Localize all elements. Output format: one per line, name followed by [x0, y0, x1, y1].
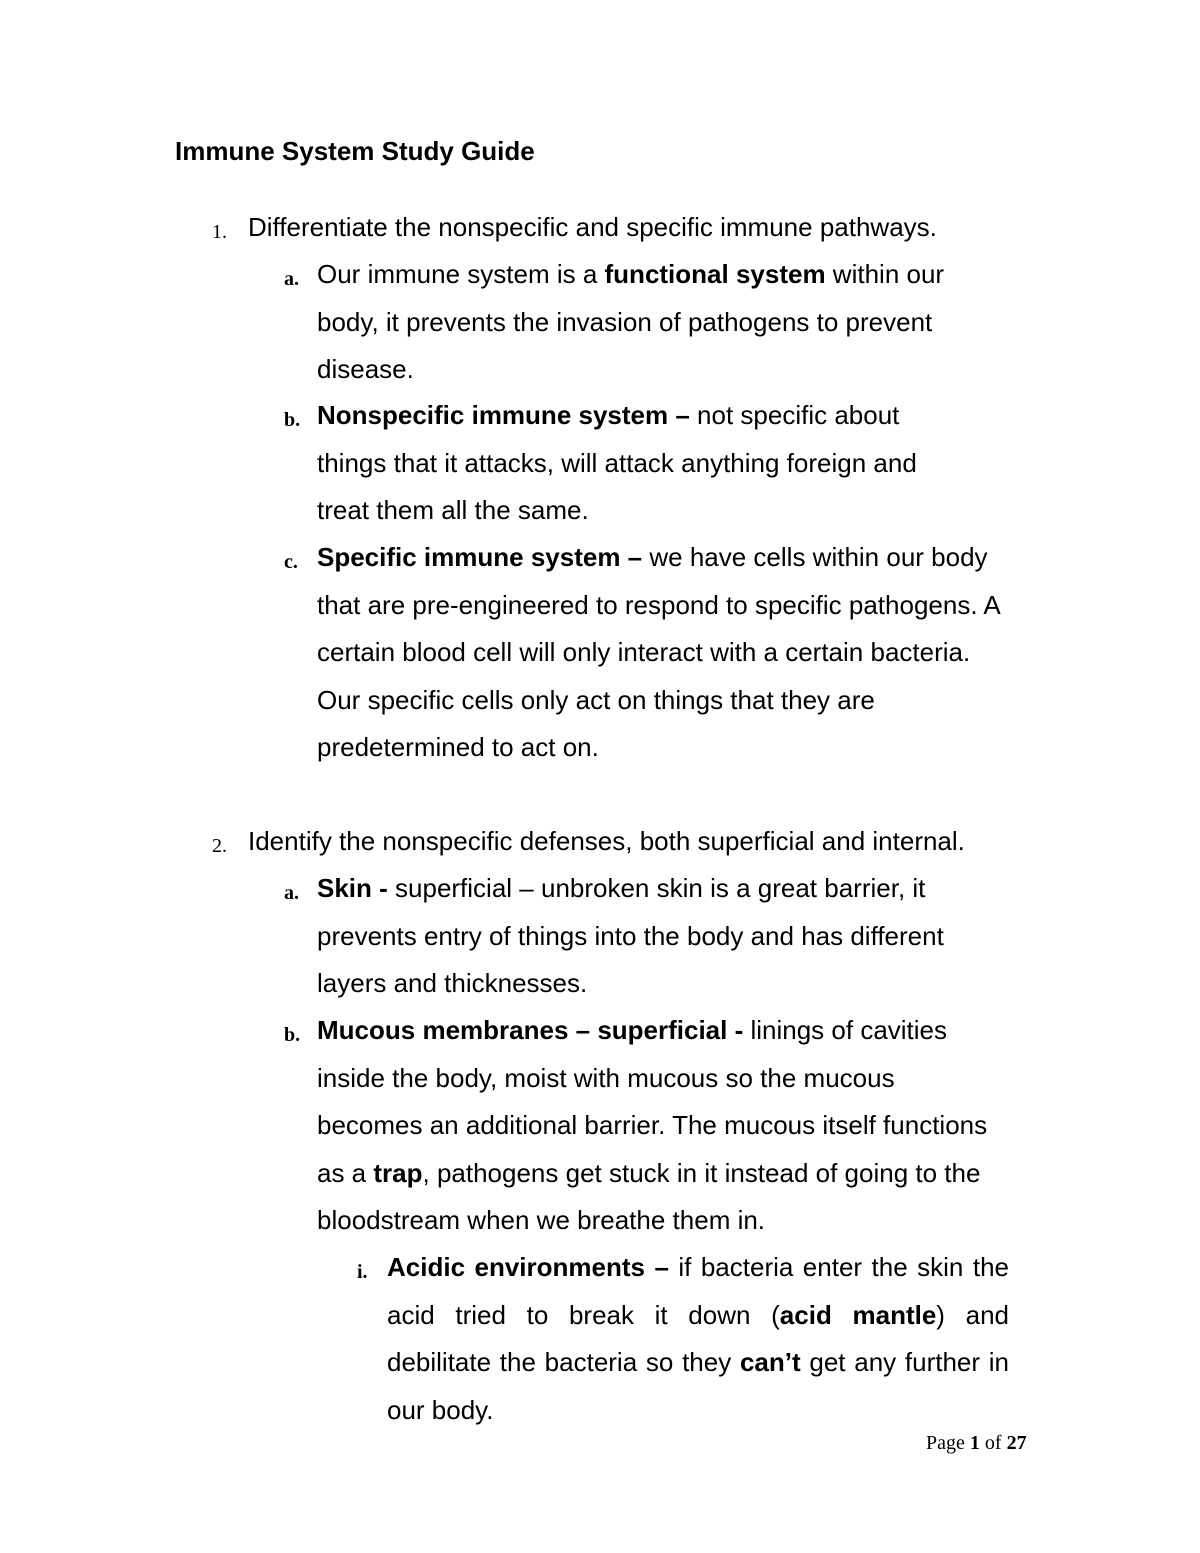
- question-1-number: 1.: [212, 221, 227, 243]
- q2-item-b-i-marker: i.: [357, 1261, 368, 1283]
- footer-of-word: of: [984, 1432, 1002, 1454]
- q2-item-b-i-text: Acidic environments – if bacteria enter the skin the acid tried to break it down (acid mantle) and debilitate the bacteria so they can’t get any further in our body.: [387, 1252, 1009, 1425]
- question-2-text: Identify the nonspecific defenses, both superficial and internal.: [248, 826, 965, 856]
- document-title: Immune System Study Guide: [175, 136, 535, 166]
- q2-item-a-marker: a.: [284, 882, 299, 904]
- q2-item-b-text: Mucous membranes – superficial - linings of cavities inside the body, moist with mucous so the mucous becomes an additional barrier. The mucous itself functions as a trap, pathogens get stuck in it instead of going to the bloodstream when we breathe them in.: [317, 1015, 988, 1235]
- question-2-number: 2.: [212, 835, 227, 857]
- q2-item-a-text: Skin - superficial – unbroken skin is a great barrier, it prevents entry of things into the body and has different layers and thicknesses.: [317, 873, 944, 998]
- footer-total-pages: 27: [1006, 1432, 1027, 1454]
- q1-item-b-text: Nonspecific immune system – not specific about things that it attacks, will attack anything foreign and treat them all the same.: [317, 400, 917, 525]
- q1-item-c-text: Specific immune system – we have cells within our body that are pre-engineered to respond to specific pathogens. A certain blood cell will only interact with a certain bacteria. Our specific cells only act on things that they are predetermined to act on.: [317, 542, 1000, 762]
- footer-page-word: Page: [926, 1432, 965, 1454]
- question-1-text: Differentiate the nonspecific and specific immune pathways.: [248, 212, 937, 242]
- q1-item-a-text: Our immune system is a functional system within our body, it prevents the invasion of pathogens to prevent disease.: [317, 259, 945, 384]
- q2-item-b-marker: b.: [284, 1024, 301, 1046]
- q1-item-b-marker: b.: [284, 409, 301, 431]
- q1-item-a-marker: a.: [284, 268, 299, 290]
- q1-item-c-marker: c.: [284, 551, 298, 573]
- page-number-footer: [926, 1432, 1027, 1455]
- footer-current-page: 1: [969, 1432, 980, 1454]
